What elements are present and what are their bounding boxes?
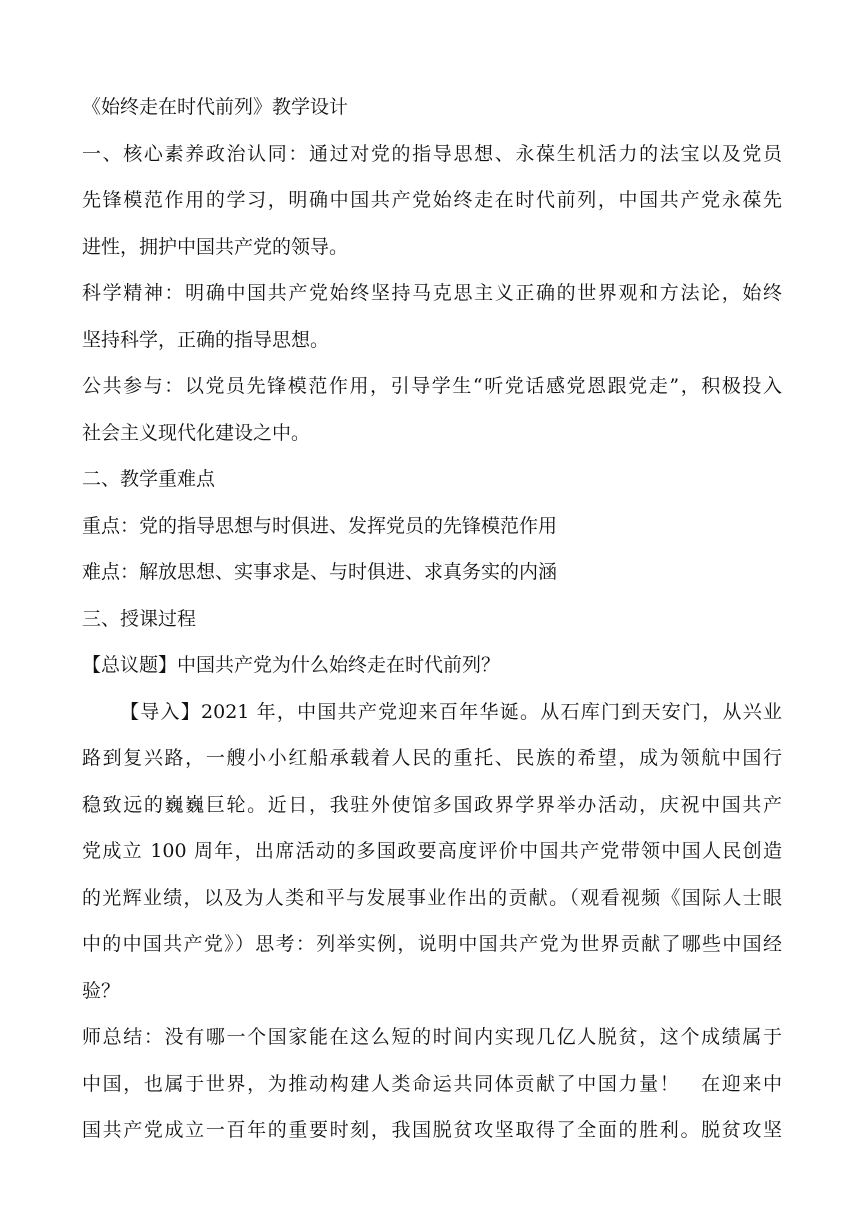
paragraph-line: 公共参与：以党员先锋模范作用，引导学生“听党话感党恩跟党走”，积极投入: [82, 375, 782, 397]
document-title: 《始终走在时代前列》教学设计: [82, 96, 349, 118]
paragraph-line: 验？: [82, 979, 121, 1002]
section-heading: 三、授课过程: [82, 607, 197, 630]
paragraph-line: 【导入】2021 年，中国共产党迎来百年华诞。从石库门到天安门，从兴业: [120, 700, 782, 723]
paragraph-line: 路到复兴路，一艘小小红船承载着人民的重托、民族的希望，成为领航中国行: [82, 747, 782, 769]
paragraph-line: 师总结：没有哪一个国家能在这么短的时间内实现几亿人脱贫，这个成绩属于: [82, 1026, 782, 1048]
paragraph-line: 党成立 100 周年，出席活动的多国政要高度评价中国共产党带领中国人民创造: [82, 840, 782, 862]
paragraph-line: 科学精神：明确中国共产党始终坚持马克思主义正确的世界观和方法论，始终: [82, 282, 782, 304]
section-heading: 二、教学重难点: [82, 468, 216, 490]
paragraph-line: 坚持科学，正确的指导思想。: [82, 328, 330, 351]
paragraph-line: 进性，拥护中国共产党的领导。: [82, 235, 349, 258]
paragraph-line: 中国，也属于世界，为推动构建人类命运共同体贡献了中国力量！ 在迎来中: [82, 1072, 782, 1095]
paragraph-line: 先锋模范作用的学习，明确中国共产党始终走在时代前列，中国共产党永葆先: [82, 189, 782, 211]
paragraph-line: 的光辉业绩，以及为人类和平与发展事业作出的贡献。（观看视频《国际人士眼: [82, 886, 782, 909]
paragraph-line: 一、核心素养政治认同：通过对党的指导思想、永葆生机活力的法宝以及党员: [82, 142, 782, 165]
document-body: [82, 84, 782, 1154]
paragraph-line: 重点：党的指导思想与时俱进、发挥党员的先锋模范作用: [82, 514, 558, 537]
paragraph-line: 国共产党成立一百年的重要时刻，我国脱贫攻坚取得了全面的胜利。脱贫攻坚: [82, 1119, 782, 1141]
paragraph-line: 中的中国共产党》）思考：列举实例，说明中国共产党为世界贡献了哪些中国经: [82, 933, 782, 955]
paragraph-line: 社会主义现代化建设之中。: [82, 421, 311, 444]
topic-line: 【总议题】中国共产党为什么始终走在时代前列？: [82, 654, 501, 676]
paragraph-line: 稳致远的巍巍巨轮。近日，我驻外使馆多国政界学界举办活动，庆祝中国共产: [82, 793, 782, 816]
paragraph-line: 难点：解放思想、实事求是、与时俱进、求真务实的内涵: [82, 561, 558, 583]
